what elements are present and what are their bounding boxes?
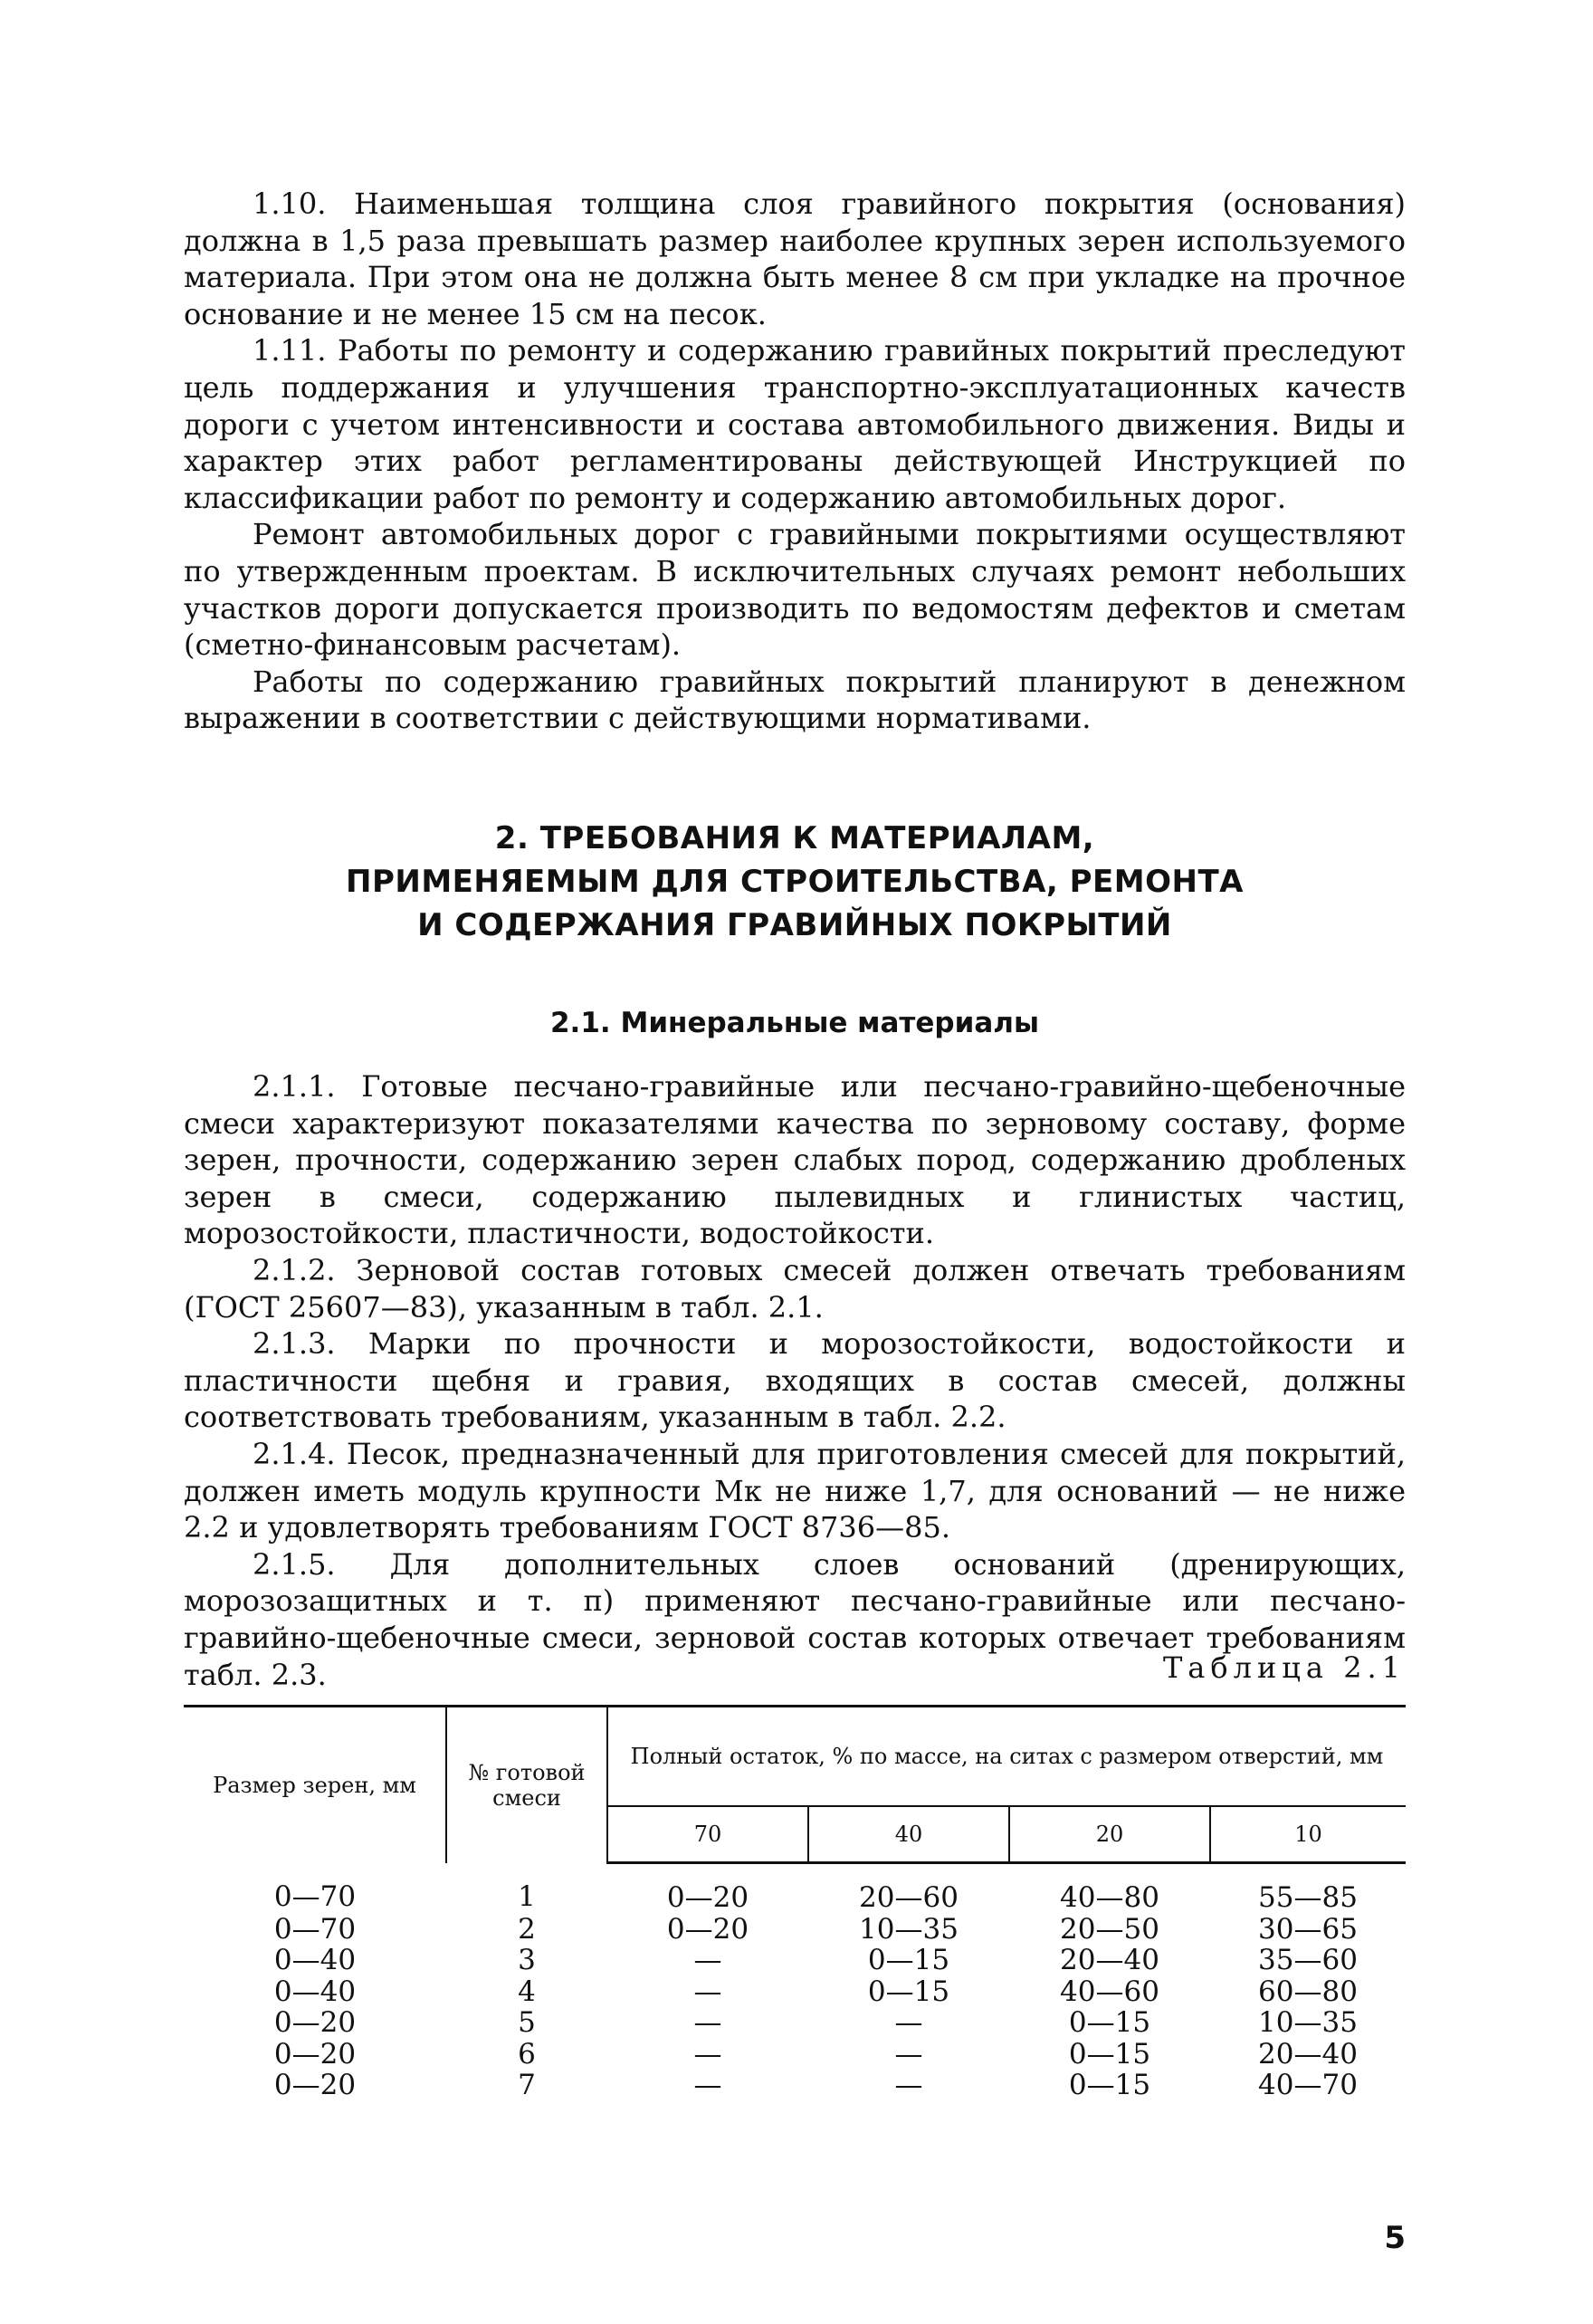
header-grain-size: Размер зерен, мм [184,1707,446,1863]
table-cell: 40—60 [1060,1975,1159,2008]
paragraph-2-1-3: 2.1.3. Марки по прочности и морозостойкости, водостойкости и пластичности щебня и гравия, входящих в состав смесей, должны соответствовать требованиям, указанным в табл. 2.2. [184,1326,1406,1435]
table-cell: 0—20 [273,2037,357,2071]
table-row [184,2070,1406,2101]
header-sieve: 70 [607,1806,808,1863]
grain-composition-table [184,1705,1406,2101]
table-cell: — [894,2069,923,2101]
table-caption: Таблица 2.1 [1162,1650,1406,1685]
table-cell: 7 [518,2069,536,2101]
paragraph-2-1-1: 2.1.1. Готовые песчано-гравийные или песчано-гравийно-щебеночные смеси характеризуют показателями качества по зерновому составу, форме зерен, прочности, содержанию зерен слабых пород, содержанию дробленых зерен в смеси, содержанию пылевидных и глинистых частиц, морозостойкости, пластичности, водостойкости. [184,1069,1406,1251]
table-cell: 10—35 [859,1912,959,1946]
table-cell: 0—40 [273,1944,357,1976]
table-cell: — [693,2006,722,2039]
table-cell: 2 [518,1912,536,1946]
table-cell: 20—60 [859,1881,959,1914]
header-mix-number: № готовой смеси [446,1707,607,1863]
section-title-line: 2. ТРЕБОВАНИЯ К МАТЕРИАЛАМ, [494,820,1095,856]
table-row [184,2007,1406,2039]
table-cell: 4 [518,1975,536,2008]
table-row [184,1863,1406,1914]
table-body [184,1863,1406,2101]
table-cell: 35—60 [1258,1944,1358,1976]
header-residue: Полный остаток, % по массе, на ситах с размером отверстий, мм [607,1707,1406,1807]
table-cell: 6 [518,2037,536,2071]
section-2-1-body [184,1068,1406,1693]
paragraph-maintenance: Работы по содержанию гравийных покрытий планируют в денежном выражении в соответствии с действующими нормативами. [184,664,1406,736]
paragraph-2-1-4: 2.1.4. Песок, предназначенный для приготовления смесей для покрытий, должен иметь модуль крупности Мк не ниже 1,7, для оснований — не ниже 2.2 и удовлетворять требованиям ГОСТ 8736—85. [184,1436,1406,1545]
paragraph-2-1-2: 2.1.2. Зерновой состав готовых смесей должен отвечать требованиям (ГОСТ 25607—83), указанным в табл. 2.1. [184,1252,1406,1325]
table-row [184,1945,1406,1976]
table-cell: 0—15 [867,1975,950,2008]
table-cell: 20—50 [1060,1912,1159,1946]
table-cell: 5 [518,2006,536,2039]
table-cell: 3 [518,1944,536,1976]
table-cell: 0—20 [666,1912,749,1946]
table-cell: 55—85 [1258,1881,1358,1914]
table-cell: 0—15 [867,1944,950,1976]
table-row [184,1914,1406,1946]
table-cell: 0—70 [273,1912,357,1946]
table-cell: — [894,2037,923,2071]
paragraph-1-11: 1.11. Работы по ремонту и содержанию гравийных покрытий преследуют цель поддержания и улучшения транспортно-эксплуатационных качеств дороги с учетом интенсивности и состава автомобильного движения. Виды и характер этих работ регламентированы действующей Инструкцией по классификации работ по ремонту и содержанию автомобильных дорог. [184,333,1406,515]
paragraph-1-10: 1.10. Наименьшая толщина слоя гравийного покрытия (основания) должна в 1,5 раза превышать размер наиболее крупных зерен используемого материала. При этом она не должна быть менее 8 см при укладке на прочное основание и не менее 15 см на песок. [184,186,1406,331]
table-cell: 1 [518,1880,536,1914]
table-cell: — [693,1944,722,1976]
table-cell: 0—15 [1068,2069,1151,2101]
header-sieve: 20 [1009,1806,1210,1863]
table-cell: 10—35 [1258,2006,1358,2039]
table-cell: — [693,2037,722,2071]
section-title-line: И СОДЕРЖАНИЯ ГРАВИЙНЫХ ПОКРЫТИЙ [417,907,1172,943]
table-cell: 40—70 [1258,2069,1358,2101]
section-title-line: ПРИМЕНЯЕМЫМ ДЛЯ СТРОИТЕЛЬСТВА, РЕМОНТА [346,864,1244,900]
table-row [184,1976,1406,2008]
table-row [184,2039,1406,2071]
paragraph-repair: Ремонт автомобильных дорог с гравийными покрытиями осуществляют по утвержденным проектам. В исключительных случаях ремонт небольших участков дороги допускается производить по ведомостям дефектов и сметам (сметно-финансовым расчетам). [184,517,1406,663]
table-cell: 0—70 [273,1880,357,1914]
subsection-title: 2.1. Минеральные материалы [549,1007,1039,1039]
header-sieve: 40 [808,1806,1009,1863]
table-cell: 0—15 [1068,2037,1151,2071]
intro-section [184,186,1406,737]
table-cell: — [693,2069,722,2101]
table-cell: 20—40 [1060,1944,1159,1976]
table-cell: 30—65 [1258,1912,1358,1946]
table-cell: 0—20 [273,2006,357,2039]
page-number: 5 [1384,2220,1406,2256]
table-cell: 20—40 [1258,2037,1358,2071]
table-cell: 0—20 [273,2069,357,2101]
table-cell: — [693,1975,722,2008]
table-cell: — [894,2006,923,2039]
header-sieve: 10 [1210,1806,1406,1863]
table-cell: 0—15 [1068,2006,1151,2039]
paragraph-2-1-5: 2.1.5. Для дополнительных слоев оснований (дренирующих, морозозащитных и т. п) применяют песчано-гравийные или песчано-гравийно-щебеночные смеси, зерновой состав которых отвечает требованиям табл. 2.3. [184,1546,1406,1692]
table-cell: 60—80 [1258,1975,1358,2008]
section-title [184,817,1406,947]
table-cell: 0—20 [666,1881,749,1914]
table-cell: 40—80 [1060,1881,1159,1914]
table-cell: 0—40 [273,1975,357,2008]
